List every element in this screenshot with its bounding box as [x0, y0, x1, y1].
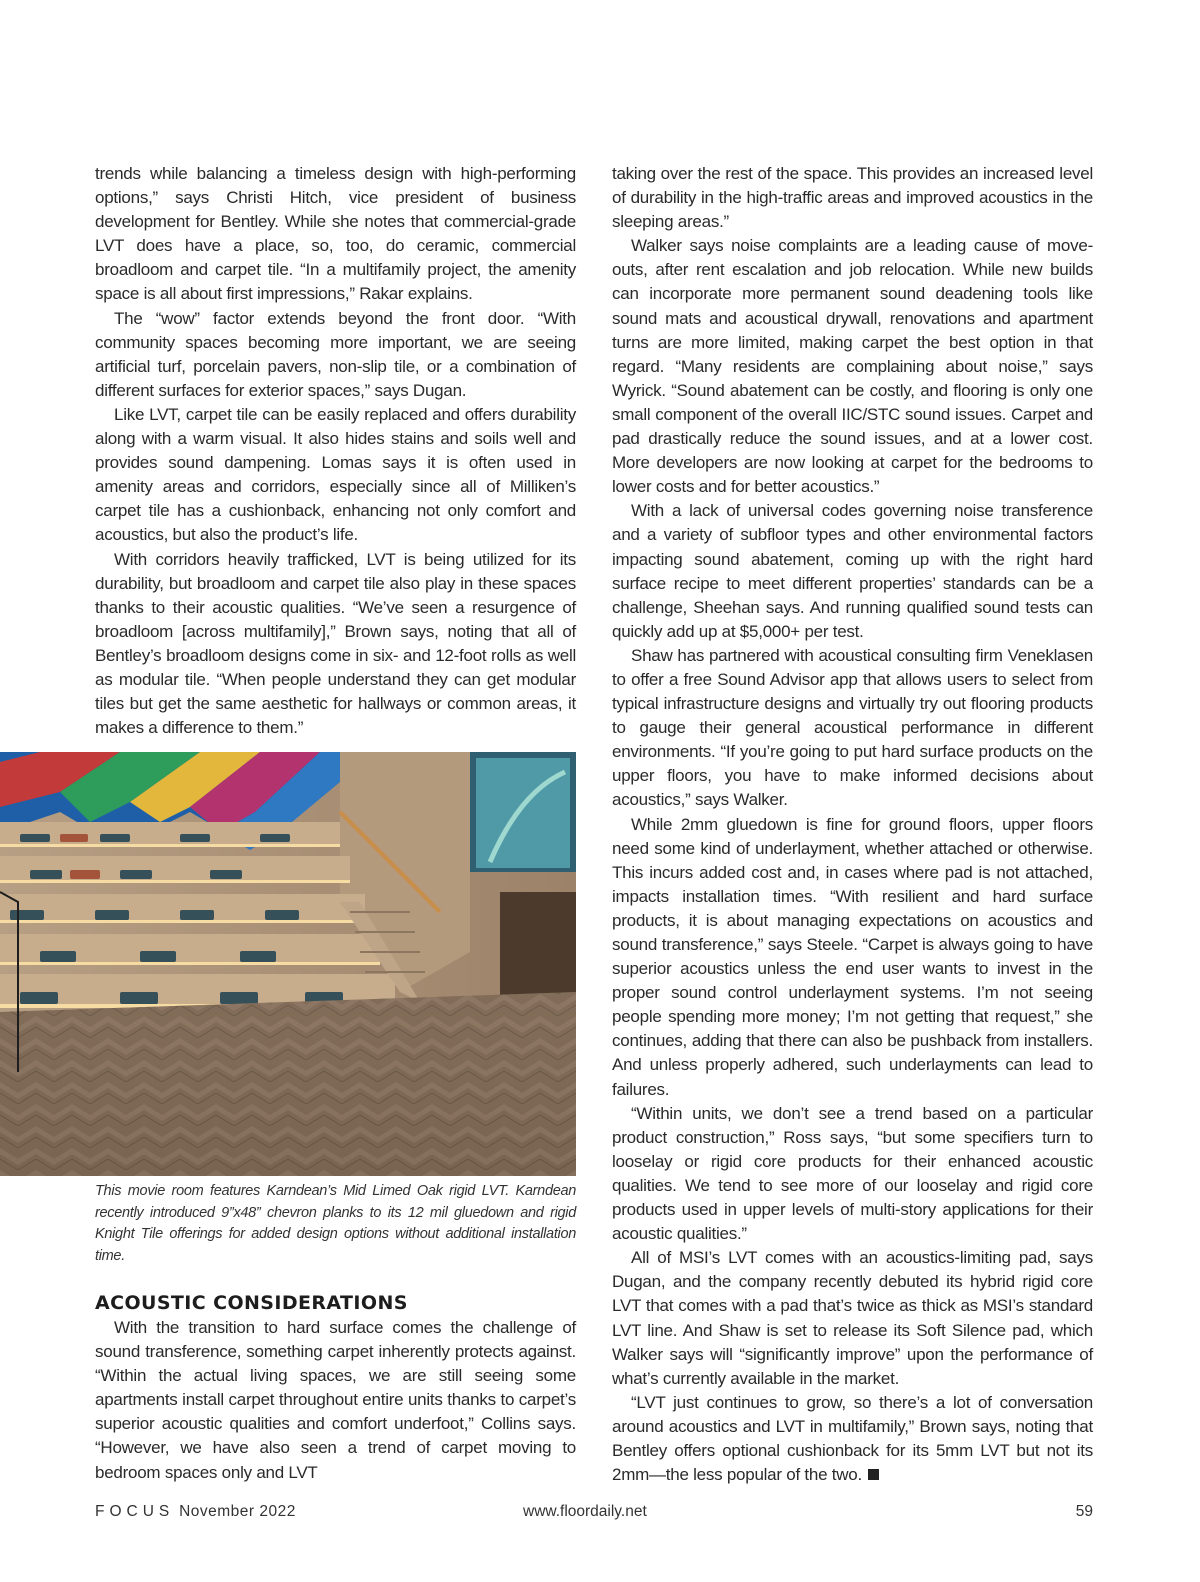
body-paragraph: With a lack of universal codes governing noise transference and a variety of subfloor types and other environmental factors impacting sound abatement, coming up with the right hard surface recipe to meet different properties’ standards can be a challenge, Sheehan says. And running qualified sound tests can quickly add up at $5,000+ per test.: [612, 501, 1093, 641]
page-footer: [95, 1503, 1093, 1527]
right-column: [612, 162, 1093, 1487]
page-number: 59: [1075, 1503, 1093, 1520]
last-paragraph-text: “LVT just continues to grow, so there’s a lot of conversation around acoustics and LVT in multifamily,” Brown says, noting that Bentley offers optional cushionback for its 5mm LVT but not its 2mm—the less popular of the two.: [612, 1392, 1093, 1485]
body-paragraph: With the transition to hard surface comes the challenge of sound transference, something carpet inherently protects against. “Within the actual living spaces, we are still seeing some apartments install carpet throughout entire units thanks to carpet’s superior acoustic qualities and comfort underfoot,” Collins says. “However, we have also seen a trend of carpet moving to bedroom spaces only and LVT: [95, 1318, 576, 1482]
section-heading: ACOUSTIC CONSIDERATIONS: [95, 1292, 408, 1314]
body-paragraph: taking over the rest of the space. This provides an increased level of durability in the high-traffic areas and improved acoustics in the sleeping areas.”: [612, 164, 1093, 232]
footer-url[interactable]: www.floordaily.net: [523, 1503, 647, 1520]
body-paragraph: “Within units, we don’t see a trend based on a particular product construction,” Ross says, “but some specifiers turn to looselay or rigid core products for their enhanced acoustic qualities. We tend to see more of our looselay and rigid core products used in upper levels of multi-story applications for their acoustic qualities.”: [612, 1103, 1093, 1244]
body-paragraph: All of MSI’s LVT comes with an acoustics-limiting pad, says Dugan, and the company recently debuted its hybrid rigid core LVT that comes with a pad that’s twice as thick as MSI’s standard LVT line. And Shaw is set to release its Soft Silence pad, which Walker says will “significantly improve” upon the performance of what’s currently available in the market.: [612, 1248, 1093, 1388]
body-paragraph: While 2mm gluedown is fine for ground floors, upper floors need some kind of underlayment, whether attached or otherwise. This incurs added cost and, in cases where pad is not attached, impacts installation times. “With resilient and hard surface products, it is about managing expectations on acoustics and sound transference,” says Steele. “Carpet is always going to have superior acoustics unless the end user wants to invest in the proper sound control underlayment systems. I’m not seeing people spending more money; I’m not getting that request,” she continues, adding that there can also be pushback from installers. And unless properly adhered, such underlayments can lead to failures.: [612, 814, 1093, 1099]
body-paragraph: trends while balancing a timeless design with high-performing options,” says Christi Hitch, vice president of business development for Bentley. While she notes that commercial-grade LVT does have a place, so, too, do ceramic, commercial broadloom and carpet tile. “In a multifamily project, the amenity space is all about first impressions,” Rakar explains.: [95, 164, 576, 304]
left-column: [95, 162, 576, 740]
body-paragraph: Like LVT, carpet tile can be easily replaced and offers durability along with a warm visual. It also hides stains and soils well and provides sound dampening. Lomas says it is often used in amenity areas and corridors, especially since all of Milliken’s carpet tile has a cushionback, enhancing not only comfort and acoustics, but also the product’s life.: [95, 404, 576, 545]
body-paragraph: Shaw has partnered with acoustical consulting firm Veneklasen to offer a free Sound Advisor app that allows users to select from typical infrastructure designs and virtually try out flooring products to gauge their general acoustical performance in different environments. “If you’re going to put hard surface products on the upper floors, you have to make informed decisions about acoustics,” says Walker.: [612, 645, 1093, 810]
body-paragraph-last: [612, 1391, 1093, 1487]
end-of-article-icon: [868, 1469, 879, 1480]
publication-name: FOCUS: [95, 1503, 175, 1520]
body-paragraph: Walker says noise complaints are a leading cause of move-outs, after rent escalation and job relocation. While new builds can incorporate more permanent sound deadening tools like sound mats and acoustical drywall, renovations and apartment turns are more limited, making carpet the best option in that regard. “Many residents are complaining about noise,” says Wyrick. “Sound abatement can be costly, and flooring is only one small component of the overall IIC/STC sound issues. Carpet and pad drastically reduce the sound issues, and at a lower cost. More developers are now looking at carpet for the bedrooms to lower costs and for better acoustics.”: [612, 236, 1093, 497]
acoustic-section: [95, 1290, 576, 1485]
photo-caption: This movie room features Karndean’s Mid Limed Oak rigid LVT. Karndean recently introduced 9”x48” chevron planks to its 12 mil gluedown and rigid Knight Tile offerings for added design options without additional installation time.: [95, 1183, 576, 1264]
body-paragraph: With corridors heavily trafficked, LVT is being utilized for its durability, but broadloom and carpet tile also play in these spaces thanks to their acoustic qualities. “We’ve seen a resurgence of broadloom [across multifamily],” Brown says, noting that all of Bentley’s broadloom designs come in six- and 12-foot rolls as well as modular tile. “When people understand they can get modular tiles but get the same aesthetic for hallways or common areas, it makes a difference to them.”: [95, 549, 576, 738]
body-paragraph: The “wow” factor extends beyond the front door. “With community spaces becoming more important, we are seeing artificial turf, porcelain pavers, non-slip tile, or a combination of different surfaces for exterior spaces,” says Dugan.: [95, 308, 576, 400]
footer-publication: [95, 1503, 296, 1521]
movie-room-illustration: [0, 752, 576, 1176]
issue-date: November 2022: [179, 1503, 296, 1520]
movie-room-photo: [0, 752, 576, 1176]
